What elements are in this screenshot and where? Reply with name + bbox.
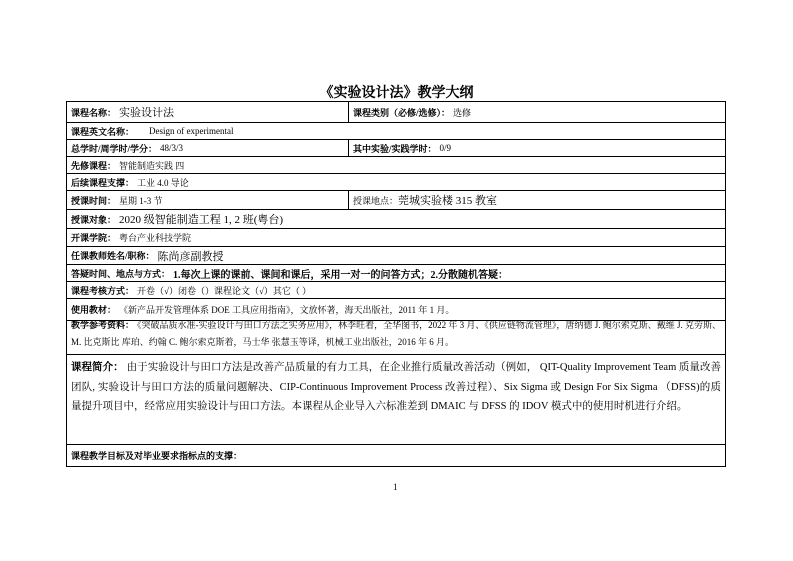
label: 课程英文名称： xyxy=(71,126,135,137)
place: 莞城实验楼 315 教室 xyxy=(398,195,498,207)
label: 先修课程： xyxy=(71,160,117,171)
textbook: 《新产品开发管理体系 DOE 工具应用指南》，文放怀著，海天出版社，2011 年 1 月。 xyxy=(119,305,455,315)
references: 《突破品质水准-实验设计与田口方法之实务应用》，林李旺着，全华图书，2022 年 3 月、《供应链物流管理》，唐纳德 J. 鲍尔索克斯、戴维 J. 克劳斯、M. 比克斯比 库珀、约翰 C. 鲍尔索克斯着，马士华 张慧玉等译，机械工业出版社，2016 年 6 月。 xyxy=(71,320,721,347)
label: 课程名称： xyxy=(71,107,117,118)
label: 课程类别（必修/选修）： xyxy=(353,107,451,118)
lab-hours: 0/9 xyxy=(439,143,452,153)
label: 其中实验/实践学时： xyxy=(353,143,437,154)
row-teacher xyxy=(67,246,725,264)
label: 课程教学目标及对毕业要求指标点的支撑： xyxy=(71,451,243,461)
row-college xyxy=(67,228,725,246)
label: 总学时/周学时/学分： xyxy=(71,143,158,154)
syllabus-table xyxy=(66,101,726,467)
course-type: 选修 xyxy=(453,107,472,118)
label: 后续课程支撑： xyxy=(71,177,135,188)
hours: 48/3/3 xyxy=(160,143,184,153)
row-prereq xyxy=(67,156,725,173)
english-name: Design of experimental xyxy=(149,126,234,136)
row-intro xyxy=(67,354,725,444)
row-course-name xyxy=(67,102,725,122)
time: 星期 1-3 节 xyxy=(119,195,163,206)
followup: 工业 4.0 导论 xyxy=(137,177,189,188)
row-hours xyxy=(67,139,725,156)
label: 教学参考资料： xyxy=(71,320,135,330)
college: 粤台产业科技学院 xyxy=(119,233,192,243)
label: 任课教师姓名/职称： xyxy=(71,251,155,261)
label: 开课学院： xyxy=(71,233,117,243)
label: 授课时间： xyxy=(71,195,117,206)
document-title: 《实验设计法》教学大纲 xyxy=(319,86,474,101)
label: 授课对象： xyxy=(71,214,117,225)
row-followup xyxy=(67,173,725,190)
label: 课程简介： xyxy=(71,362,124,373)
qa: 1.每次上课的课前、课间和课后，采用一对一的问答方式；2.分散随机答疑： xyxy=(173,269,509,281)
label: 课程考核方式： xyxy=(71,285,135,296)
teacher: 陈尚彦副教授 xyxy=(157,250,224,263)
course-name: 实验设计法 xyxy=(119,107,175,119)
page-number: 1 xyxy=(393,482,398,492)
prereq: 智能制造实践 四 xyxy=(119,160,185,171)
row-objectives xyxy=(67,444,725,466)
row-qa xyxy=(67,264,725,281)
row-time-place xyxy=(67,190,725,209)
row-audience xyxy=(67,209,725,228)
audience: 2020 级智能制造工程 1, 2 班(粤台) xyxy=(119,214,284,226)
label: 使用教材： xyxy=(71,305,117,315)
label: 答疑时间、地点与方式： xyxy=(71,268,171,279)
label: 授课地点： xyxy=(353,195,399,206)
intro: 由于实验设计与田口方法是改善产品质量的有力工具，在企业推行质量改善活动（例如， QIT-Quality Improvement Team 质量改善团队, 实验设计与田口方法的质量问题解决、CIP-Continuous Improvement Process 改善过程）、Six Sigma 或 Design For Six Sigma （DFSS)的质量提升项目中，经常应用实验设计与田口方法。本课程从企业导入六标准差到 DMAIC 与 DFSS 的 IDOV 模式中的使用时机进行介绍。 xyxy=(71,362,721,412)
row-references xyxy=(67,320,725,354)
row-assessment xyxy=(67,281,725,298)
assessment: 开卷（√）闭卷（）课程论文（√）其它（ ） xyxy=(137,285,312,296)
row-english-name xyxy=(67,122,725,139)
